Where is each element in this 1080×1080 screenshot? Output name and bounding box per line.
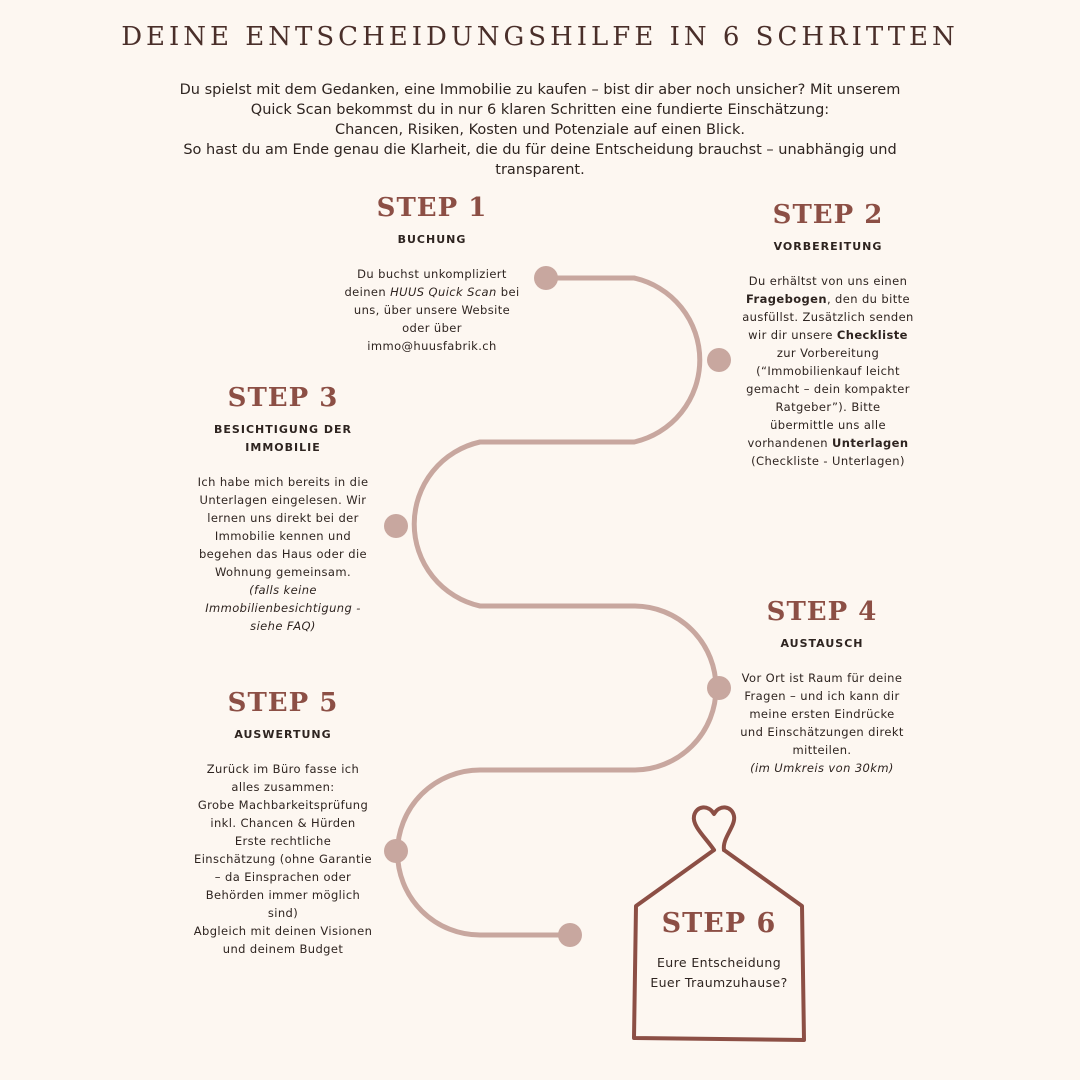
- step-2: [742, 200, 914, 470]
- step-1-title: STEP 1: [376, 193, 488, 223]
- step-5-subtitle: AUSWERTUNG: [234, 728, 332, 741]
- step-3: [193, 383, 373, 635]
- step-5-title: STEP 5: [227, 688, 339, 718]
- step-4: [736, 597, 908, 777]
- path-dot-2: [707, 348, 731, 372]
- step-4-title: STEP 4: [766, 597, 878, 627]
- step-4-subtitle: AUSTAUSCH: [780, 637, 864, 650]
- step-2-body: Du erhältst von uns einen Fragebogen, den du bitte ausfüllst. Zusätzlich senden wir dir unsere Checkliste zur Vorbereitung (“Immobilienkauf leicht gemacht – dein kompakter Ratgeber”). Bitte übermittle uns alle vorhandenen Unterlagen (Checkliste - Unterlagen): [742, 274, 914, 468]
- quick-scan-product-name: HUUS Quick Scan: [390, 285, 497, 299]
- step-5: [193, 688, 373, 958]
- intro-line-2: Quick Scan bekommst du in nur 6 klaren Schritten eine fundierte Einschätzung:: [250, 102, 830, 118]
- path-dot-6: [558, 923, 582, 947]
- step-4-body: Vor Ort ist Raum für deine Fragen – und ich kann dir meine ersten Eindrücke und Einschätzungen direkt mitteilen. (im Umkreis von 30km): [736, 669, 908, 777]
- intro-line-4: So hast du am Ende genau die Klarheit, die du für deine Entscheidung brauchst – unabhängig und transparent.: [183, 142, 897, 178]
- step-3-title: STEP 3: [227, 383, 339, 413]
- step-1-subtitle: BUCHUNG: [397, 233, 467, 246]
- heart-icon: [694, 807, 734, 850]
- path-dot-4: [707, 676, 731, 700]
- step-6-title: STEP 6: [661, 908, 777, 939]
- step-3-body: Ich habe mich bereits in die Unterlagen eingelesen. Wir lernen uns direkt bei der Immobilie kennen und begehen das Haus oder die Wohnung gemeinsam. (falls keine Immobilienbesichtigung - siehe FAQ): [193, 473, 373, 635]
- step-1: [342, 193, 522, 355]
- step-3-note: (falls keine Immobilienbesichtigung - siehe FAQ): [205, 583, 361, 633]
- page-title: DEINE ENTSCHEIDUNGSHILFE IN 6 SCHRITTEN: [121, 22, 959, 52]
- path-dot-3: [384, 514, 408, 538]
- step-6-body: Eure Entscheidung Euer Traumzuhause?: [650, 955, 788, 990]
- step-3-subtitle: BESICHTIGUNG DER IMMOBILIE: [214, 423, 352, 454]
- step-1-body: Du buchst unkompliziert deinen HUUS Quick Scan bei uns, über unsere Website oder über immo@huusfabrik.ch: [344, 267, 520, 353]
- step-4-note: (im Umkreis von 30km): [750, 761, 894, 775]
- step-6: [636, 908, 802, 993]
- path-dot-1: [534, 266, 558, 290]
- intro-line-3: Chancen, Risiken, Kosten und Potenziale auf einen Blick.: [334, 122, 745, 138]
- intro-line-1: Du spielst mit dem Gedanken, eine Immobilie zu kaufen – bist dir aber noch unsicher? Mit unserem: [179, 82, 901, 98]
- step-5-body: Zurück im Büro fasse ich alles zusammen: Grobe Machbarkeitsprüfung inkl. Chancen & Hürden Erste rechtliche Einschätzung (ohne Garantie – da Einsprachen oder Behörden immer möglich sind) Abgleich mit deinen Visionen und deinem Budget: [193, 762, 373, 956]
- step-2-title: STEP 2: [772, 200, 884, 230]
- path-dot-5: [384, 839, 408, 863]
- step-2-subtitle: VORBEREITUNG: [773, 240, 883, 253]
